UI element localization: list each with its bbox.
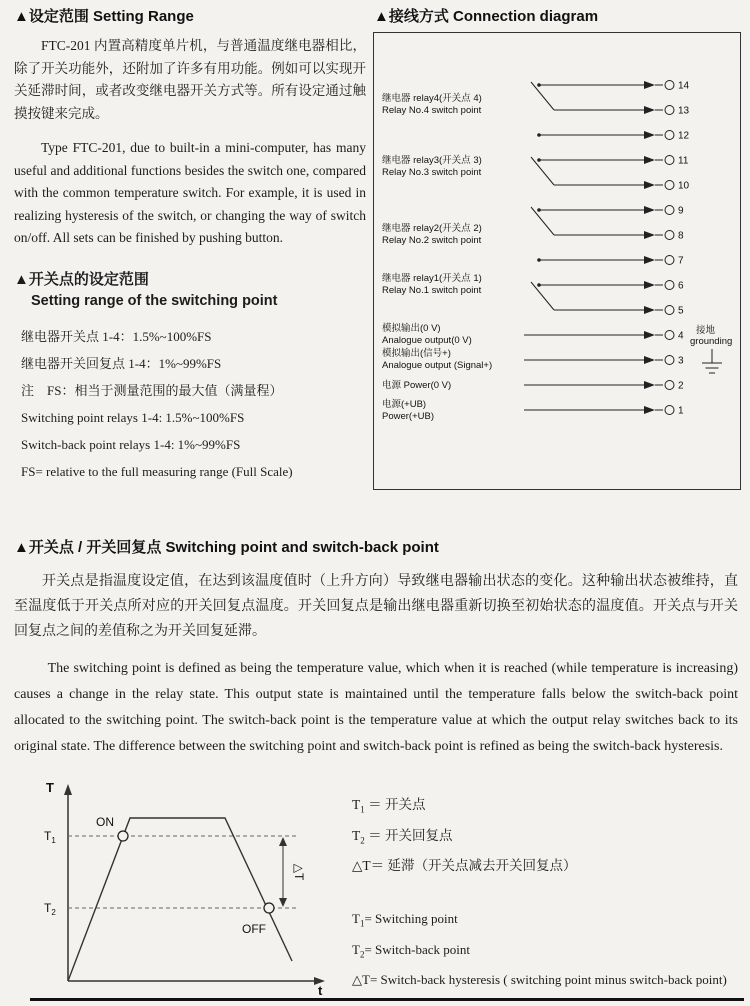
spec-line: 注 FS：相当于测量范围的最大值（满量程）: [21, 382, 283, 398]
terminal-12: [644, 131, 690, 142]
relay2-contact-symbol: [531, 207, 644, 262]
delta-t-label: △T: [292, 863, 306, 881]
relay1-label: [382, 272, 482, 296]
analogue-output-0v-label: [382, 322, 472, 346]
terminal-13: [644, 106, 690, 117]
terminal-5: [644, 306, 684, 317]
svg-text:7: 7: [678, 255, 684, 267]
t2-tick-label: $T_2$: [44, 901, 56, 917]
svg-text:模拟输出(信号+): 模拟输出(信号+): [382, 348, 451, 359]
svg-text:6: 6: [678, 280, 684, 292]
on-label: ON: [96, 815, 114, 829]
power-ub-label: [382, 398, 434, 422]
x-axis-label: t: [318, 983, 323, 998]
terminal-10: [644, 181, 690, 192]
off-label: OFF: [242, 922, 266, 936]
off-point-marker: [264, 903, 274, 913]
hysteresis-chart: [30, 776, 330, 1003]
switch-point-range-section: [14, 268, 366, 485]
legend-t2-cn: $T_2$ ＝ 开关回复点: [352, 827, 453, 846]
legend-group-cn: [352, 792, 744, 884]
spec-line: Switching point relays 1-4: 1.5%~100%FS: [21, 409, 245, 425]
analogue-output-signal-label: [382, 347, 492, 371]
y-axis-arrow-icon: [64, 784, 72, 795]
svg-text:继电器 relay3(开关点 3): 继电器 relay3(开关点 3): [382, 155, 482, 166]
heading-switch-point-range-cn: ▲开关点的设定范围: [14, 270, 149, 288]
svg-text:5: 5: [678, 305, 684, 317]
terminal-9: [644, 206, 684, 217]
svg-text:Relay No.2 switch point: Relay No.2 switch point: [382, 235, 482, 246]
svg-text:12: 12: [678, 130, 690, 142]
grounding-symbol: [690, 324, 732, 373]
relay4-label: [382, 92, 482, 116]
svg-text:14: 14: [678, 80, 690, 92]
relay4-contact-symbol: [531, 82, 644, 137]
terminal-1: [644, 406, 684, 417]
svg-text:继电器 relay1(开关点 1): 继电器 relay1(开关点 1): [382, 273, 482, 284]
relay3-contact-symbol: [531, 157, 644, 185]
svg-text:10: 10: [678, 180, 690, 192]
spec-list: [14, 323, 366, 485]
io-wires: [524, 335, 644, 410]
setting-range-paragraph-cn: FTC-201 内置高精度单片机，与普通温度继电器相比，除了开关功能外，还附加了许多有用功能。例如可以实现开关延滞时间，或者改变继电器开关方式等。所有设定通过触摸按键来完成。: [14, 38, 366, 121]
svg-text:Relay No.3 switch point: Relay No.3 switch point: [382, 167, 482, 178]
svg-text:9: 9: [678, 205, 684, 217]
svg-text:grounding: grounding: [690, 336, 733, 347]
svg-text:2: 2: [678, 380, 684, 392]
on-point-marker: [118, 831, 128, 841]
chart-legend: [352, 792, 744, 998]
relay2-label: [382, 222, 482, 246]
power-0v-label: [382, 379, 451, 391]
svg-text:Relay No.1 switch point: Relay No.1 switch point: [382, 285, 482, 296]
delta-t-arrow: [279, 837, 306, 907]
connection-diagram-svg: [374, 33, 739, 488]
svg-text:电源 Power(0 V): 电源 Power(0 V): [382, 380, 452, 391]
terminal-11: [644, 156, 689, 167]
setting-range-section: [14, 5, 366, 485]
relay3-label: [382, 154, 482, 178]
spec-line: 继电器开关回复点 1-4：1%~99%FS: [21, 355, 222, 371]
terminal-7: [644, 256, 684, 267]
legend-group-en: [352, 906, 744, 998]
spec-line: 继电器开关点 1-4：1.5%~100%FS: [21, 328, 212, 344]
terminal-2: [644, 381, 684, 392]
svg-text:接地: 接地: [696, 325, 716, 336]
switching-point-paragraph-en: The switching point is defined as being the temperature value, which when it is reached (while temperature is increasing) causes a change in the relay state. This output state is maintained until the temperature falls below the switch-back point allocated to the switching point. The switch-back point is the temperature value at which the output relay switches back to its original state. The difference between the switching point and switch-back point is refined as being the switch-back hysteresis.: [14, 661, 738, 754]
terminal-3: [644, 356, 684, 367]
y-axis-label: T: [46, 780, 54, 795]
svg-text:电源(+UB): 电源(+UB): [382, 399, 427, 410]
page-bottom-rule: [30, 998, 744, 1001]
switching-point-paragraph-cn: 开关点是指温度设定值，在达到该温度值时（上升方向）导致继电器输出状态的变化。这种输出状态被维持，直至温度低于开关点所对应的开关回复点温度。开关回复点是输出继电器重新切换至初始状态的温度值。开关点与开关回复点之间的差值称之为开关回复延滞。: [14, 574, 738, 639]
switching-point-section: [14, 536, 738, 770]
terminal-14: [644, 81, 690, 92]
legend-dt-cn: △T＝ 延滞（开关点减去开关回复点）: [352, 858, 577, 874]
temperature-curve: [68, 818, 292, 981]
t1-tick-label: $T_1$: [44, 829, 56, 845]
legend-dt-en: △T= Switch-back hysteresis ( switching point minus switch-back point): [352, 972, 727, 988]
svg-text:4: 4: [678, 330, 684, 342]
hysteresis-chart-svg: [30, 776, 330, 998]
svg-text:Power(+UB): Power(+UB): [382, 411, 434, 422]
connection-diagram-box: [373, 32, 741, 490]
svg-text:3: 3: [678, 355, 684, 367]
heading-switch-point-range-en: Setting range of the switching point: [31, 292, 278, 309]
spec-line: FS= relative to the full measuring range (Full Scale): [21, 463, 293, 479]
legend-t2-en: $T_2=$ Switch-back point: [352, 941, 470, 960]
svg-text:Analogue output (Signal+): Analogue output (Signal+): [382, 360, 493, 371]
svg-text:继电器 relay2(开关点 2): 继电器 relay2(开关点 2): [382, 223, 482, 234]
legend-t1-cn: $T_1$ ＝ 开关点: [352, 797, 426, 815]
relay1-contact-symbol: [531, 282, 644, 310]
spec-line: Switch-back point relays 1-4: 1%~99%FS: [21, 436, 241, 452]
svg-text:11: 11: [678, 155, 689, 167]
legend-t1-en: $T_1=$ Switching point: [352, 911, 458, 929]
heading-connection-diagram: ▲接线方式 Connection diagram: [374, 8, 599, 25]
heading-setting-range: ▲设定范围 Setting Range: [14, 8, 194, 25]
svg-text:模拟输出(0 V): 模拟输出(0 V): [382, 323, 441, 334]
svg-text:1: 1: [678, 405, 684, 417]
svg-text:Analogue output(0 V): Analogue output(0 V): [382, 335, 472, 346]
heading-switching-point: ▲开关点 / 开关回复点 Switching point and switch-back point: [14, 539, 439, 556]
svg-text:继电器 relay4(开关点 4): 继电器 relay4(开关点 4): [382, 93, 482, 104]
svg-text:8: 8: [678, 230, 684, 242]
terminal-6: [644, 281, 684, 292]
setting-range-paragraph-en: Type FTC-201, due to built-in a mini-computer, has many useful and additional functions besides the switch one, compared with the common temperature switch. For example, it is used in realizing hysteresis of the switch, or changing the way of switch on/off. All sets can be finished by pushing button.: [14, 140, 366, 245]
svg-text:Relay No.4 switch point: Relay No.4 switch point: [382, 105, 482, 116]
svg-text:13: 13: [678, 105, 690, 117]
terminal-4: [644, 331, 684, 342]
terminal-8: [644, 231, 684, 242]
